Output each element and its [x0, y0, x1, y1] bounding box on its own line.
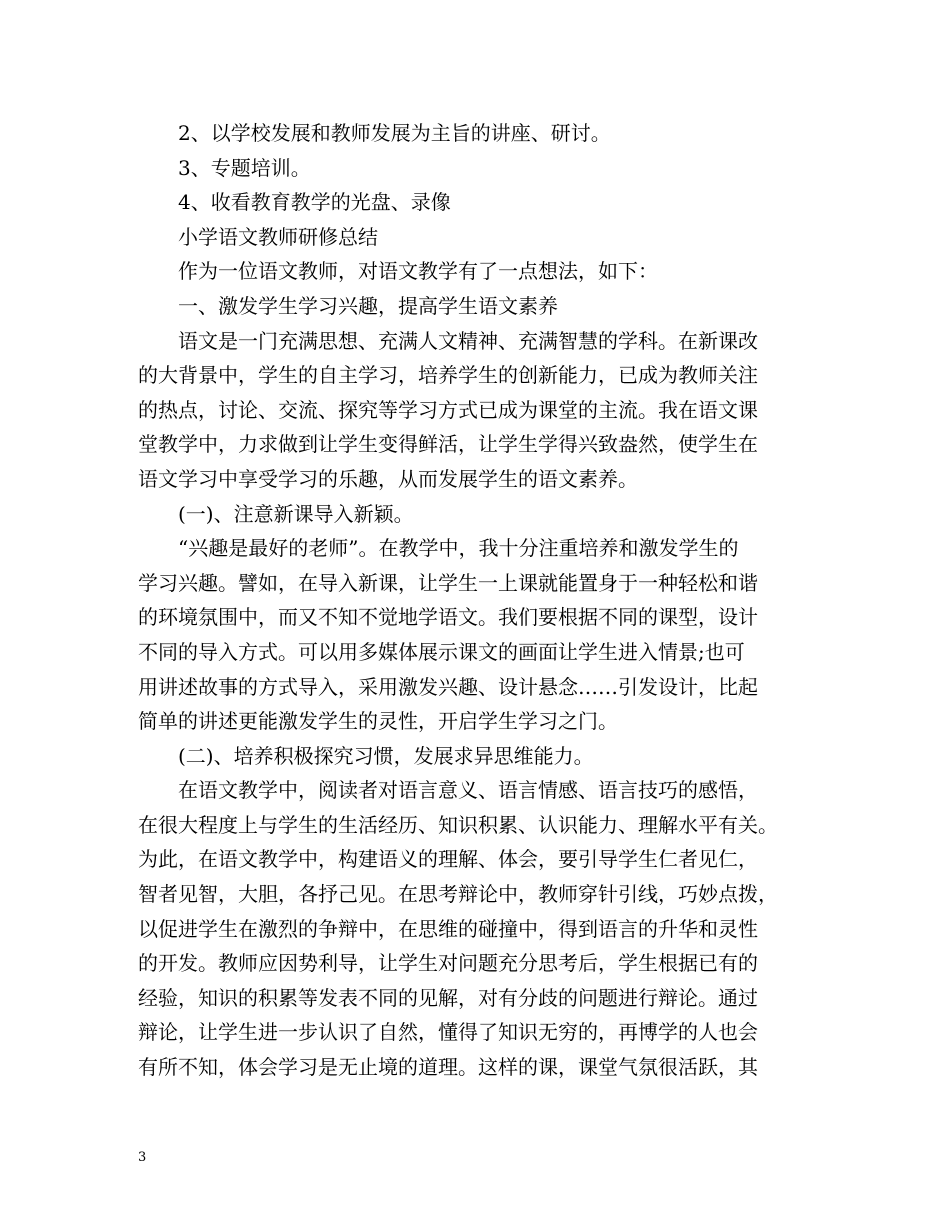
text-line: (一)、注意新课导入新颖。 [178, 501, 414, 526]
text-line: 语文是一门充满思想、充满人文精神、充满智慧的学科。在新课改 [178, 328, 758, 353]
text-line: 在很大程度上与学生的生活经历、知识积累、认识能力、理解水平有关。 [138, 812, 778, 837]
text-line: 经验，知识的积累等发表不同的见解，对有分歧的问题进行辩论。通过 [138, 985, 758, 1010]
text-line: 的热点，讨论、交流、探究等学习方式已成为课堂的主流。我在语文课 [138, 397, 758, 422]
text-line: (二)、培养积极探究习惯，发展求异思维能力。 [178, 743, 594, 768]
text-line: 的环境氛围中，而又不知不觉地学语文。我们要根据不同的课型，设计 [138, 605, 758, 630]
text-line: 小学语文教师研修总结 [178, 224, 378, 249]
text-line: 不同的导入方式。可以用多媒体展示课文的画面让学生进入情景;也可 [138, 639, 745, 664]
text-line: 智者见智，大胆，各抒己见。在思考辩论中，教师穿针引线，巧妙点拨， [138, 882, 778, 907]
text-line: 的大背景中，学生的自主学习，培养学生的创新能力，已成为教师关注 [138, 363, 758, 388]
text-line: 学习兴趣。譬如，在导入新课，让学生一上课就能置身于一种轻松和谐 [138, 570, 758, 595]
text-line: 作为一位语文教师，对语文教学有了一点想法，如下： [178, 259, 658, 284]
text-line: 4、收看教育教学的光盘、录像 [178, 190, 451, 215]
text-line: 为此，在语文教学中，构建语义的理解、体会，要引导学生仁者见仁， [138, 847, 758, 872]
text-line: 辩论，让学生进一步认识了自然，懂得了知识无穷的，再博学的人也会 [138, 1020, 758, 1045]
text-line: 2、以学校发展和教师发展为主旨的讲座、研讨。 [178, 121, 611, 145]
page-number: 3 [138, 1150, 147, 1165]
text-line: 3、专题培训。 [178, 155, 311, 180]
document-body [138, 116, 828, 1085]
text-line: 的开发。教师应因势利导，让学生对问题充分思考后，学生根据已有的 [138, 951, 758, 976]
text-line: 用讲述故事的方式导入，采用激发兴趣、设计悬念……引发设计，比起 [138, 674, 758, 699]
text-line: 有所不知，体会学习是无止境的道理。这样的课，课堂气氛很活跃，其 [138, 1055, 758, 1080]
text-line: 在语文教学中，阅读者对语言意义、语言情感、语言技巧的感悟， [178, 778, 758, 803]
text-line: 一、激发学生学习兴趣，提高学生语文素养 [178, 293, 558, 318]
text-line: 语文学习中享受学习的乐趣，从而发展学生的语文素养。 [138, 466, 638, 491]
text-line: 简单的讲述更能激发学生的灵性，开启学生学习之门。 [138, 709, 618, 734]
text-line: “兴趣是最好的老师”。在教学中，我十分注重培养和激发学生的 [178, 536, 739, 561]
text-line: 堂教学中，力求做到让学生变得鲜活，让学生学得兴致盎然，使学生在 [138, 432, 758, 457]
text-line: 以促进学生在激烈的争辩中，在思维的碰撞中，得到语言的升华和灵性 [138, 916, 758, 941]
